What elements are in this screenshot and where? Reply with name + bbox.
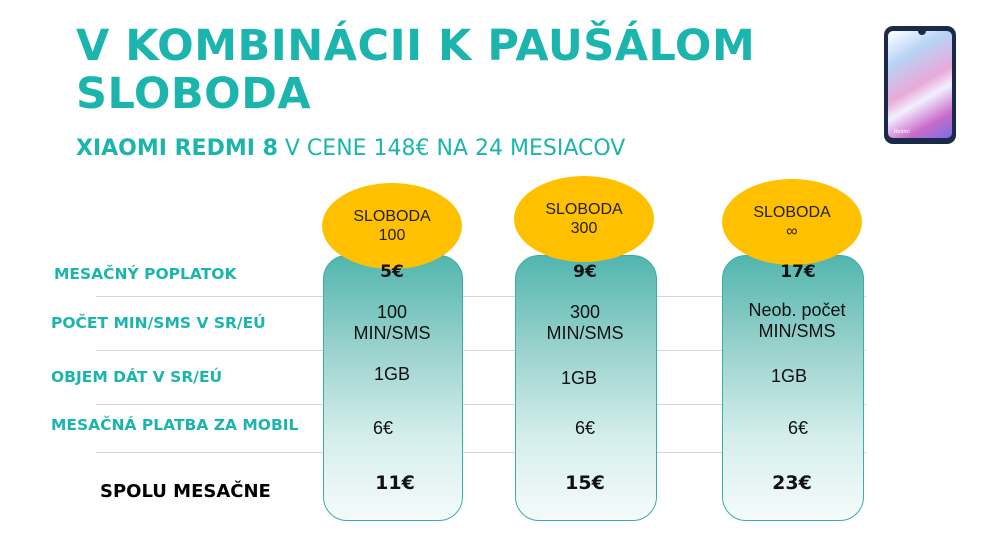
plan-total: 23€ — [772, 472, 812, 494]
page-title-line-1: V KOMBINÁCII K PAUŠÁLOM — [76, 21, 756, 71]
phone-screen — [888, 31, 952, 138]
plan-data: 1GB — [373, 364, 411, 384]
plan-header-sloboda-300 — [514, 176, 654, 262]
plan-total: 11€ — [375, 472, 415, 494]
plan-tier: ∞ — [786, 223, 798, 240]
plan-min-sms — [515, 302, 655, 344]
plan-phone-payment: 6€ — [372, 418, 394, 438]
plan-tier: 100 — [378, 227, 406, 244]
plan-phone-payment: 6€ — [574, 418, 596, 438]
plan-min-sms — [722, 300, 872, 342]
phone-notch — [918, 31, 926, 35]
plan-total: 15€ — [565, 472, 605, 494]
subtitle-price-text: V CENE 148€ NA 24 MESIACOV — [277, 136, 626, 161]
plan-name: SLOBODA — [353, 208, 431, 225]
plan-fee: 17€ — [780, 262, 816, 282]
page-title — [76, 22, 755, 118]
phone-brand-label: Redmi — [894, 129, 910, 135]
row-label-min-sms: POČET MIN/SMS V SR/EÚ — [51, 314, 266, 332]
row-label-total: SPOLU MESAČNE — [100, 481, 271, 502]
row-label-data: OBJEM DÁT V SR/EÚ — [51, 368, 223, 386]
row-label-monthly-fee: MESAČNÝ POPLATOK — [54, 265, 237, 283]
plan-fee: 5€ — [380, 262, 404, 282]
plan-fee: 9€ — [573, 262, 597, 282]
plan-min-sms-amount: 100 — [376, 302, 408, 322]
plan-min-sms-amount: Neob. počet — [748, 300, 846, 320]
plan-name: SLOBODA — [753, 204, 831, 221]
plan-min-sms-unit: MIN/SMS — [758, 321, 836, 341]
row-label-phone-payment: MESAČNÁ PLATBA ZA MOBIL — [51, 416, 299, 434]
plan-min-sms-amount: 300 — [569, 302, 601, 322]
plan-tier: 300 — [570, 220, 598, 237]
plan-header-sloboda-100 — [322, 183, 462, 269]
page-title-line-2: SLOBODA — [76, 69, 312, 119]
plan-min-sms-unit: MIN/SMS — [353, 323, 431, 343]
plan-header-sloboda-unlimited — [722, 179, 862, 265]
phone-image — [884, 26, 956, 144]
plan-data: 1GB — [770, 366, 808, 386]
plan-phone-payment: 6€ — [787, 418, 809, 438]
plan-min-sms-unit: MIN/SMS — [546, 323, 624, 343]
subtitle-phone-model: XIAOMI REDMI 8 — [76, 136, 278, 161]
plan-min-sms — [323, 302, 461, 344]
subtitle — [76, 136, 625, 162]
plan-name: SLOBODA — [545, 201, 623, 218]
plan-data: 1GB — [560, 368, 598, 388]
